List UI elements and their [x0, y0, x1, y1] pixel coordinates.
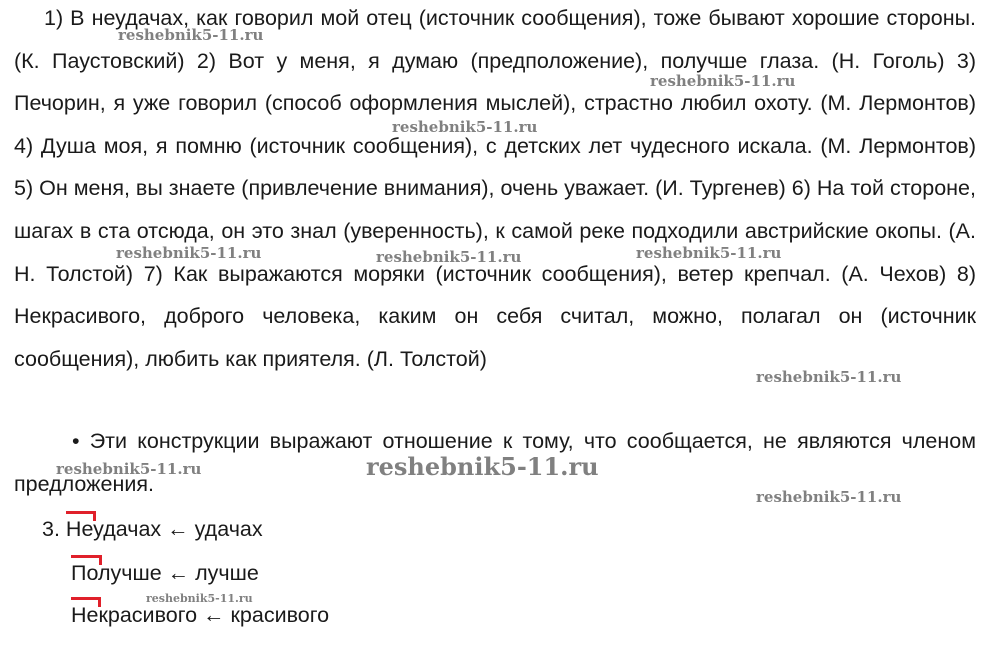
- word-nekrasivogo: [71, 600, 197, 630]
- watermark: reshebnik5-11.ru: [116, 244, 262, 262]
- watermark: reshebnik5-11.ru: [636, 244, 782, 262]
- word-rest: лучше: [97, 561, 162, 585]
- word-prefix: Не: [71, 603, 99, 627]
- source-word: красивого: [230, 603, 330, 627]
- word-neudachakh: [66, 514, 161, 544]
- word-rest: красивого: [98, 603, 198, 627]
- watermark: reshebnik5-11.ru: [376, 248, 522, 266]
- word-analysis-row-2: [71, 558, 259, 588]
- watermark: reshebnik5-11.ru: [146, 592, 253, 605]
- watermark: reshebnik5-11.ru: [392, 118, 538, 136]
- word-rest: удачах: [93, 517, 162, 541]
- arrow: ←: [167, 561, 190, 585]
- note-paragraph: • Эти конструкции выражают отношение к тому, что сообщается, не являются членом предложения.: [14, 429, 976, 496]
- word-analysis-row-3: [71, 600, 329, 630]
- watermark: reshebnik5-11.ru: [756, 368, 902, 386]
- watermark: reshebnik5-11.ru: [756, 488, 902, 506]
- watermark: reshebnik5-11.ru: [118, 26, 264, 44]
- watermark: reshebnik5-11.ru: [650, 72, 796, 90]
- source-word: удачах: [194, 517, 263, 541]
- watermark: reshebnik5-11.ru: [366, 452, 599, 481]
- source-word: лучше: [195, 561, 259, 585]
- arrow: ←: [167, 517, 189, 541]
- word-poluchshe: [71, 558, 162, 588]
- prefix-mark: [71, 597, 101, 607]
- arrow: ←: [203, 603, 225, 627]
- watermark: reshebnik5-11.ru: [56, 460, 202, 478]
- word-prefix: Не: [65, 517, 94, 541]
- main-paragraph: 1) В неудачах, как говорил мой отец (источник сообщения), тоже бывают хорошие стороны. (К. Паустовский) 2) Вот у меня, я думаю (предположение), получше глаза. (Н. Гоголь) 3) Печорин, я уже говорил (способ оформления мыслей), страстно любил охоту. (М. Лермонтов) 4) Душа моя, я помню (источник сообщения), с детских лет чудесного искала. (М. Лермонтов) 5) Он меня, вы знаете (привлечение внимания), очень уважает. (И. Тургенев) 6) На той стороне, шагах в ста отсюда, он это знал (уверенность), к самой реке подходили австрийские окопы. (А. Н. Толстой) 7) Как выражаются моряки (источник сообщения), ветер крепчал. (А. Чехов) 8) Некрасивого, доброго человека, каким он себя считал, можно, полагал он (источник сообщения), любить как приятеля. (Л. Толстой): [14, 6, 976, 371]
- prefix-mark: [66, 511, 96, 521]
- prefix-mark: [71, 555, 102, 565]
- analysis-number: 3.: [42, 517, 60, 541]
- word-prefix: По: [71, 561, 98, 585]
- word-analysis-row-1: [42, 514, 263, 544]
